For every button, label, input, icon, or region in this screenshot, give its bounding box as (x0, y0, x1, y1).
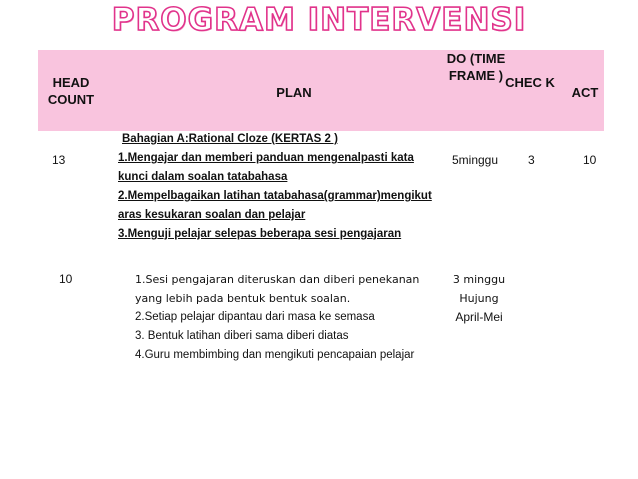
row1-act: 10 (583, 153, 597, 167)
row1-plan-line: aras kesukaran soalan dan pelajar (118, 209, 306, 221)
table-header (38, 50, 604, 131)
row2-time-frame (446, 270, 512, 327)
row1-time-frame: 5minggu (452, 153, 499, 167)
header-do-time-frame (440, 50, 512, 84)
row1-plan-line: Bahagian A:Rational Cloze (KERTAS 2 ) (122, 133, 338, 145)
row1-plan (118, 130, 448, 244)
row1-plan-line: 1.Mengajar dan memberi panduan mengenalpasti kata (118, 152, 414, 164)
row2-time-frame-line: 3 minggu (452, 273, 506, 286)
row2-plan-line: yang lebih pada bentuk bentuk soalan. (135, 292, 351, 305)
page-title: PROGRAM INTERVENSI (111, 2, 527, 38)
header-head-count-label: HEAD COUNT (47, 75, 95, 107)
row1-plan-line: kunci dalam soalan tatabahasa (118, 171, 288, 183)
row1-plan-line: 3.Menguji pelajar selepas beberapa sesi pengajaran (118, 228, 402, 240)
row1-plan-line: 2.Mempelbagaikan latihan tatabahasa(grammar)mengikut (118, 190, 432, 202)
row2-time-frame-line: Hujung (459, 292, 499, 305)
row2-plan-line: 4.Guru membimbing dan mengikuti pencapaian pelajar (135, 349, 415, 361)
header-plan: PLAN (276, 85, 312, 100)
row1-head-count: 13 (52, 153, 66, 167)
row2-plan (135, 270, 445, 365)
row2-head-count: 10 (59, 272, 73, 286)
header-act: ACT (571, 85, 599, 100)
row2-plan-line: 3. Bentuk latihan diberi sama diberi diatas (135, 330, 349, 342)
row2-plan-line: 1.Sesi pengajaran diteruskan dan diberi penekanan (135, 273, 420, 286)
header-head-count (38, 74, 104, 108)
row2-time-frame-line: April-Mei (455, 310, 503, 324)
header-check-label: CHEC K (505, 75, 555, 90)
header-check (504, 74, 556, 91)
row1-check: 3 (528, 153, 535, 167)
row2-plan-line: 2.Setiap pelajar dipantau dari masa ke semasa (135, 311, 375, 323)
header-do-label: DO (TIME FRAME ) (446, 51, 506, 83)
